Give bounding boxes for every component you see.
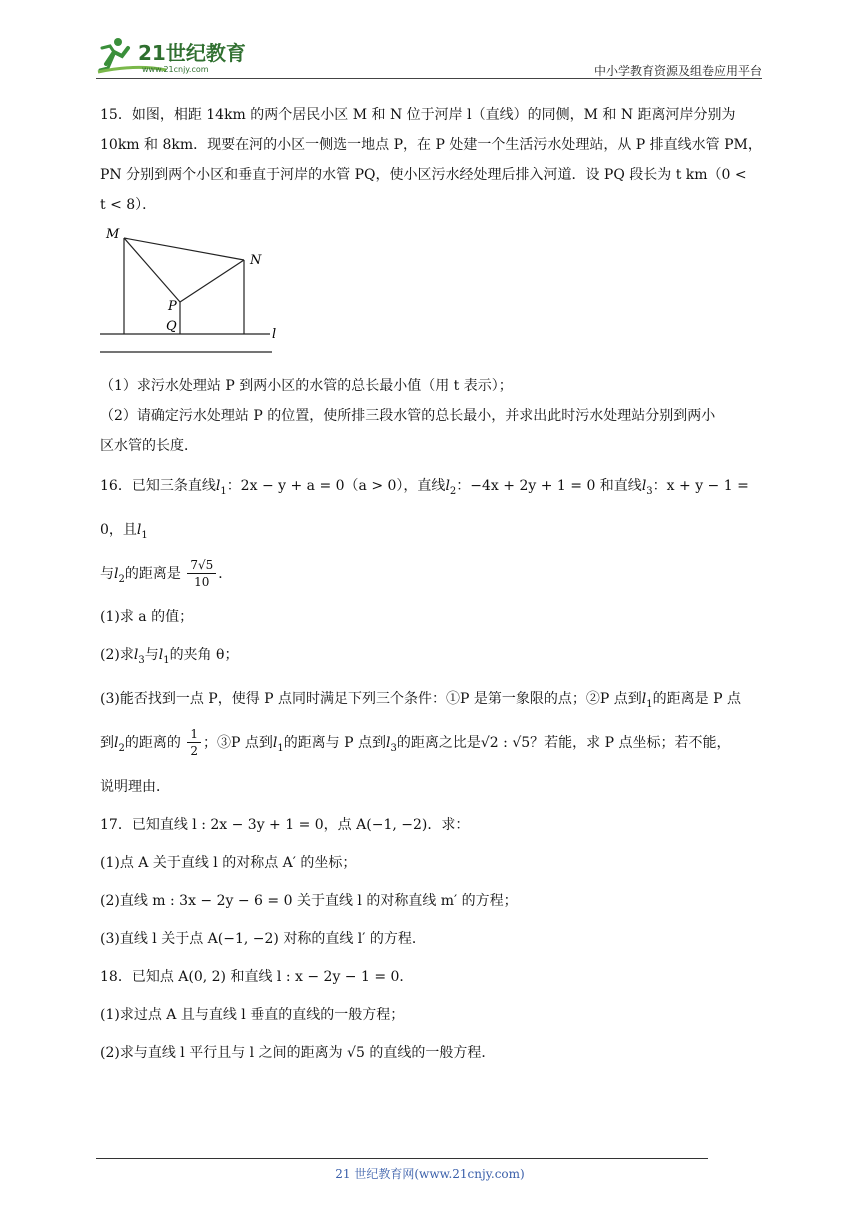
label-M: M <box>106 227 120 242</box>
question-17 <box>100 806 762 958</box>
q16-line-2: 与$l_2$的距离是 $\frac{7√5}{10}$ ． <box>100 558 233 590</box>
question-15 <box>100 100 762 461</box>
q16-line-1: 16．已知三条直线$l_1$：2x − y + a = 0（a > 0），直线$l_2$：−4x + 2y + 1 = 0 和直线$l_3$：x + y − 1 = 0，且$l_1$ <box>100 478 749 541</box>
q15-line-1: 15．如图，相距 14km 的两个居民小区 M 和 N 位于河岸 l（直线）的同侧，M 和 N 距离河岸分别为 <box>100 107 736 123</box>
header-rule <box>96 78 762 79</box>
q17-stem: 17．已知直线 l : 2x − 3y + 1 = 0，点 A(−1, −2)．求： <box>100 816 470 833</box>
label-N: N <box>250 253 262 268</box>
svg-text:www.21cnjy.com: www.21cnjy.com <box>142 65 209 74</box>
q15-line-3: PN 分别到两个小区和垂直于河岸的水管 PQ，使小区污水经处理后排入河道．设 PQ 段长为 t km（0 < <box>100 167 747 183</box>
q16-sub-3a: (3)能否找到一点 P，使得 P 点同时满足下列三个条件：①P 是第一象限的点；②P 点到$l_1$的距离是 P 点 <box>100 691 741 710</box>
page-header <box>96 32 762 80</box>
q16-sub-1: (1)求 a 的值； <box>100 609 194 626</box>
document-body <box>100 100 762 1072</box>
label-Q: Q <box>166 319 177 334</box>
question-18 <box>100 958 762 1072</box>
q15-sub-2b: 区水管的长度． <box>100 438 198 454</box>
site-logo <box>96 34 266 76</box>
q15-line-4: t < 8）． <box>100 197 157 213</box>
q18-stem: 18．已知点 A(0, 2) 和直线 l : x − 2y − 1 = 0． <box>100 968 414 985</box>
q15-sub-2a: （2）请确定污水处理站 P 的位置，使所排三段水管的总长最小，并求出此时污水处理站分别到两小 <box>100 408 716 424</box>
q18-sub-1: (1)求过点 A 且与直线 l 垂直的直线的一般方程； <box>100 1006 405 1023</box>
footer-link[interactable]: 21 世纪教育网(www.21cnjy.com) <box>335 1167 525 1181</box>
q18-sub-2: (2)求与直线 l 平行且与 l 之间的距离为 √5 的直线的一般方程． <box>100 1044 496 1061</box>
platform-name: 中小学教育资源及组卷应用平台 <box>593 64 762 78</box>
q15-sub-1: （1）求污水处理站 P 到两小区的水管的总长最小值（用 t 表示）； <box>100 378 513 394</box>
q17-sub-1: (1)点 A 关于直线 l 的对称点 A′ 的坐标； <box>100 854 357 871</box>
question-16 <box>100 467 762 806</box>
q17-sub-3: (3)直线 l 关于点 A(−1, −2) 对称的直线 l′ 的方程． <box>100 930 426 947</box>
q16-sub-2: (2)求$l_3$与$l_1$的夹角 θ； <box>100 647 239 667</box>
label-l: l <box>272 327 277 342</box>
fraction-one-half: $\frac{1}{2}$ <box>187 726 201 759</box>
q16-sub-3c: 说明理由． <box>100 778 170 795</box>
q16-sub-3b: 到$l_2$的距离的 $\frac{1}{2}$ ；③P 点到$l_1$的距离与 P 点到$l_3$的距离之比是√2 : √5？若能，求 P 点坐标；若不能， <box>100 727 731 759</box>
footer-rule <box>96 1158 708 1159</box>
label-P: P <box>168 299 177 314</box>
q15-line-2: 10km 和 8km．现要在河的小区一侧选一地点 P，在 P 处建一个生活污水处理站，从 P 排直线水管 PM， <box>100 137 762 153</box>
svg-text:21世纪教育: 21世纪教育 <box>138 41 246 65</box>
river-diagram <box>100 224 280 354</box>
fraction-7sqrt5-over-10: $\frac{7√5}{10}$ <box>187 557 216 590</box>
q17-sub-2: (2)直线 m : 3x − 2y − 6 = 0 关于直线 l 的对称直线 m′ 的方程； <box>100 892 518 909</box>
